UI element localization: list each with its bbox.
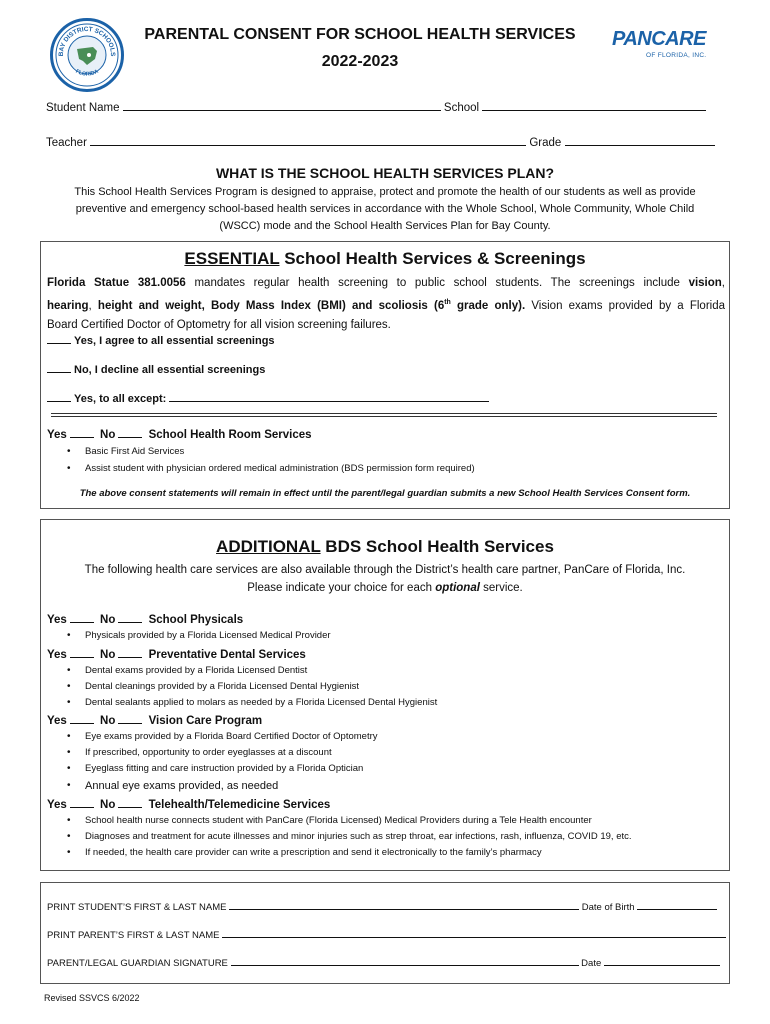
print-student-name-field[interactable] [229,900,579,910]
service-item-list [63,813,632,861]
plan-line-1: This School Health Services Program is designed to appraise, protect and promote the health of our students as well as provide [74,186,696,198]
seal-subtext: FLORIDA [74,68,100,78]
service-label: Vision Care Program [148,715,263,727]
print-parent-name-field[interactable] [222,928,726,938]
service-label: Preventative Dental Services [148,649,306,661]
option-decline-all: No, I decline all essential screenings [47,361,265,376]
list-item: • School health nurse connects student with PanCare (Florida Licensed) Medical Providers during a Tele Health encounter [63,813,632,829]
student-name-field[interactable] [123,99,441,111]
seal-text: BAY DISTRICT SCHOOLS [57,25,117,57]
consent-note: The above consent statements will remain in effect until the parent/legal guardian submits a new School Health Services Consent form. [79,488,691,499]
all-except-blank[interactable] [47,390,71,402]
additional-title-rest: BDS School Health Services [320,537,554,556]
teacher-field[interactable] [90,134,526,146]
health-room-yes-blank[interactable] [70,426,94,438]
essential-statute-text [47,274,725,335]
essential-title [41,249,729,269]
except-field[interactable] [169,390,489,402]
plan-description [30,184,740,235]
list-item: • Eyeglass fitting and care instruction provided by a Florida Optician [63,761,378,777]
school-field[interactable] [482,99,706,111]
option-all-except: Yes, to all except: [47,390,489,405]
form-years: 2022-2023 [321,53,399,70]
service-no-blank[interactable] [118,712,142,724]
print-parent-name-label: PRINT PARENT’S FIRST & LAST NAME [47,930,220,941]
teacher-label: Teacher [46,137,87,149]
list-item: • If needed, the health care provider can write a prescription and send it electronically to the family’s pharmacy [63,845,632,861]
service-question: Yes No School Physicals [47,611,243,626]
grade-field[interactable] [565,134,715,146]
list-item: • Basic First Aid Services [63,443,475,460]
student-line [46,99,706,114]
school-label: School [443,102,480,114]
service-item-list [63,729,378,795]
form-title: PARENTAL CONSENT FOR SCHOOL HEALTH SERVICES [144,26,576,43]
service-question: Yes No Vision Care Program [47,712,262,727]
grade-label: Grade [529,137,562,149]
additional-title [41,537,729,557]
date-of-birth-label: Date of Birth [581,902,635,913]
date-label: Date [581,958,602,969]
service-item-list [63,628,331,644]
health-room-list [63,443,475,477]
list-item: • Physicals provided by a Florida Licensed Medical Provider [63,628,331,644]
section-divider [51,413,717,417]
service-question: Yes No Telehealth/Telemedicine Services [47,796,330,811]
pancare-logo [610,28,730,68]
list-item: • Eye exams provided by a Florida Board Certified Doctor of Optometry [63,729,378,745]
date-of-birth-field[interactable] [637,900,717,910]
service-yes-blank[interactable] [70,611,94,623]
service-yes-blank[interactable] [70,712,94,724]
logo-text: PANCARE [612,28,706,50]
additional-intro-line-1: The following health care services are also available through the District’s health care partner, PanCare of Florida, Inc. [84,564,686,576]
additional-services-box [40,519,730,871]
service-yes-blank[interactable] [70,796,94,808]
service-label: Telehealth/Telemedicine Services [148,799,331,811]
essential-services-box [40,241,730,509]
signature-box [40,882,730,984]
statute-line-3: Board Certified Doctor of Optometry for all vision screening failures. [47,318,391,331]
agree-all-blank[interactable] [47,332,71,344]
list-item: • Assist student with physician ordered medical administration (BDS permission form required) [63,460,475,477]
list-item: • Diagnoses and treatment for acute illnesses and minor injuries such as strep throat, ear infections, rash, influenza, COVID 19, etc. [63,829,632,845]
date-field[interactable] [604,956,720,966]
service-no-blank[interactable] [118,646,142,658]
logo-subtext: OF FLORIDA, INC. [646,52,707,59]
plan-line-3: (WSCC) mode and the School Health Services Plan for Bay County. [219,220,551,232]
statute-line-1: Florida Statue 381.0056 mandates regular health screening to public school students. The screenings include vision, [47,277,725,289]
health-room-question: Yes No School Health Room Services [47,426,312,441]
essential-title-underlined: ESSENTIAL [184,249,280,268]
guardian-signature-field[interactable] [231,956,579,966]
health-room-no-blank[interactable] [118,426,142,438]
list-item: • If prescribed, opportunity to order eyeglasses at a discount [63,745,378,761]
health-room-label: School Health Room Services [148,429,312,441]
additional-intro-line-2: Please indicate your choice for each optional service. [247,582,523,594]
statute-reference: Florida Statue 381.0056 [47,277,186,289]
plan-line-2: preventive and emergency school-based health services in accordance with the Whole School, Whole Community, Whole Child [75,203,695,215]
essential-title-rest: School Health Services & Screenings [279,249,586,268]
student-name-row [47,900,717,913]
option-agree-all: Yes, I agree to all essential screenings [47,332,275,347]
service-label: School Physicals [148,614,244,626]
list-item: • Dental sealants applied to molars as needed by a Florida Licensed Dental Hygienist [63,695,437,711]
service-item-list [63,663,437,711]
additional-title-underlined: ADDITIONAL [216,537,321,556]
teacher-line [46,134,715,149]
statute-line-2: hearing, height and weight, Body Mass Index (BMI) and scoliosis (6th grade only). Vision exams provided by a Florida [47,299,726,312]
signature-row [47,956,720,969]
additional-intro [41,561,729,597]
list-item: • Dental exams provided by a Florida Licensed Dentist [63,663,437,679]
list-item: • Dental cleanings provided by a Florida Licensed Dental Hygienist [63,679,437,695]
service-question: Yes No Preventative Dental Services [47,646,306,661]
print-student-name-label: PRINT STUDENT’S FIRST & LAST NAME [47,902,227,913]
service-yes-blank[interactable] [70,646,94,658]
revision-note: Revised SSVCS 6/2022 [44,993,140,1003]
parent-name-row [47,928,726,941]
district-seal [50,18,124,92]
service-no-blank[interactable] [118,796,142,808]
list-item: • Annual eye exams provided, as needed [63,777,378,795]
guardian-signature-label: PARENT/LEGAL GUARDIAN SIGNATURE [47,958,228,969]
plan-heading: WHAT IS THE SCHOOL HEALTH SERVICES PLAN? [215,165,555,181]
service-no-blank[interactable] [118,611,142,623]
decline-all-blank[interactable] [47,361,71,373]
student-name-label: Student Name [46,102,120,114]
